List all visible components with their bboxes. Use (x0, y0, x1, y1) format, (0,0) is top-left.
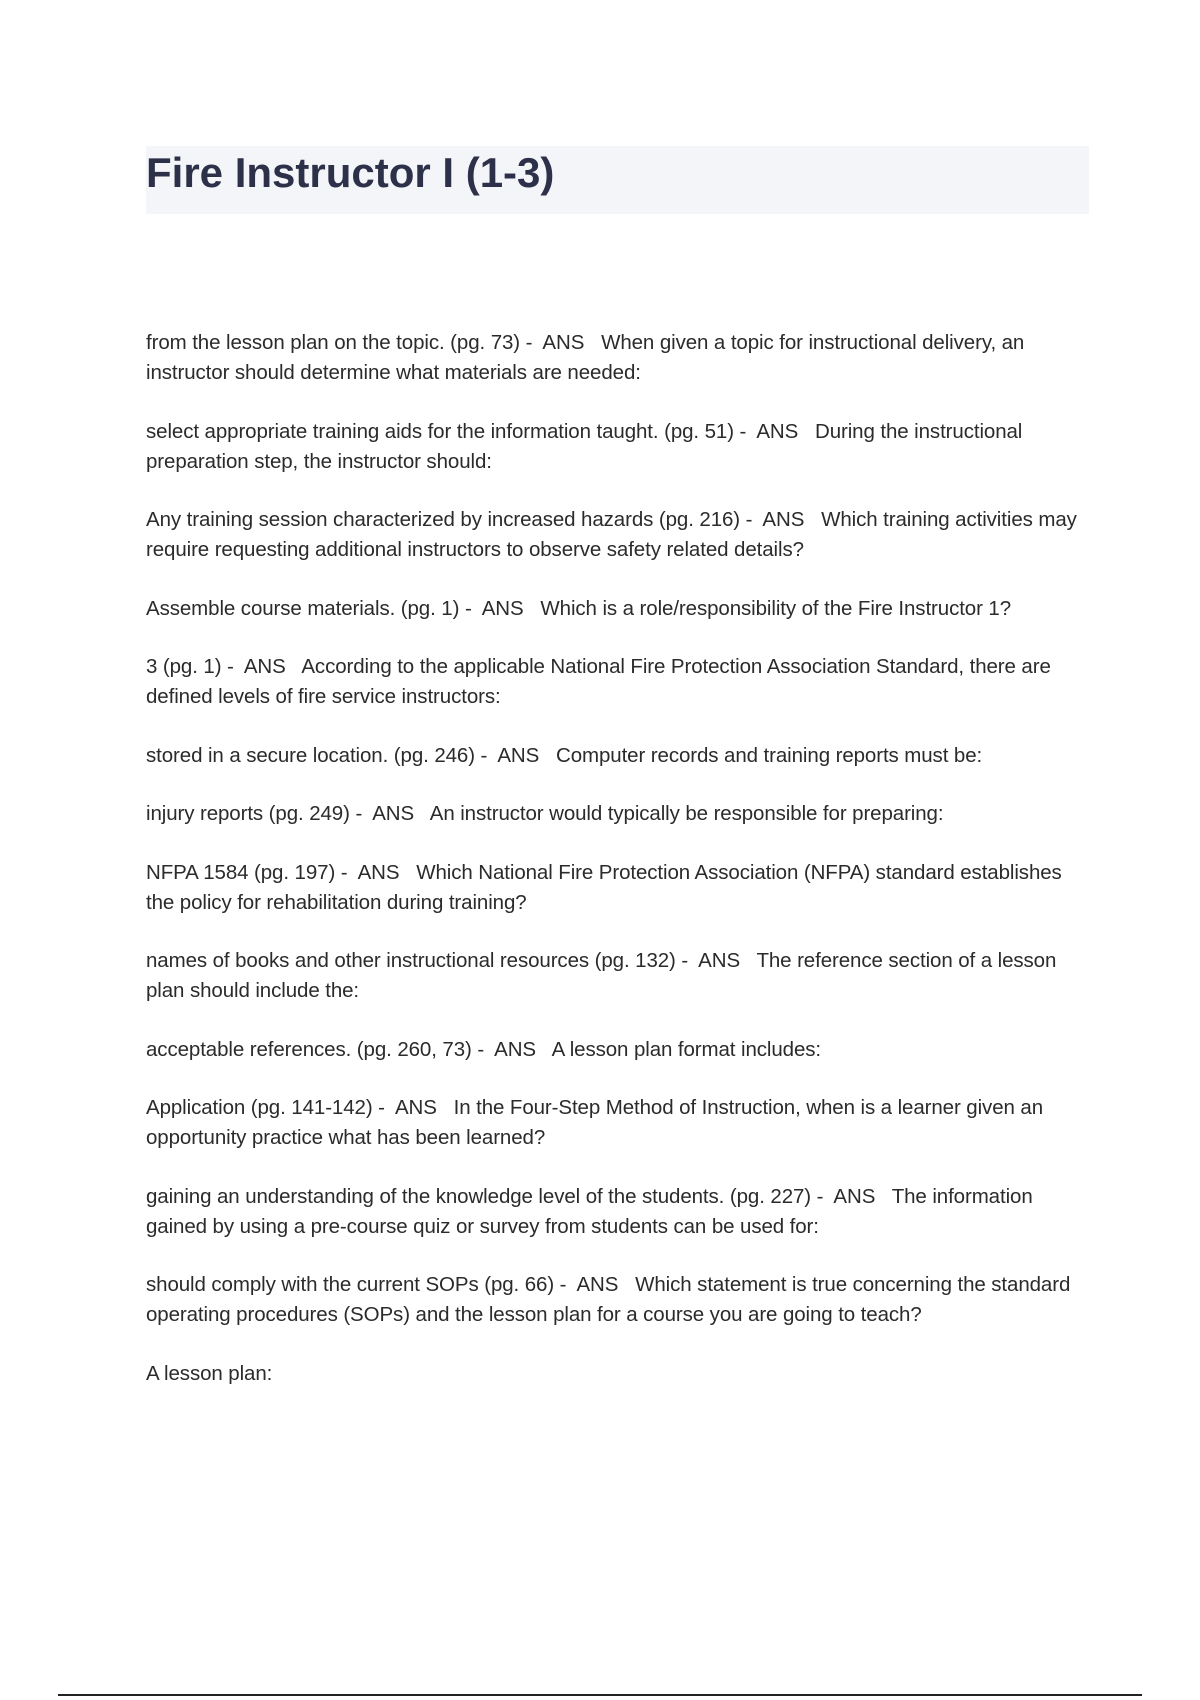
qa-answer: acceptable references. (pg. 260, 73) (146, 1037, 472, 1061)
qa-question: A lesson plan format includes: (551, 1037, 822, 1061)
qa-item (146, 1182, 1091, 1242)
qa-separator: - ANS (459, 596, 524, 620)
qa-answer: injury reports (pg. 249) (146, 802, 350, 825)
qa-separator: - ANS (520, 331, 585, 354)
qa-item (146, 652, 1091, 712)
qa-answer: Any training session characterized by increased hazards (pg. 216) (146, 508, 741, 531)
qa-question: When given a topic for instructional delivery, an instructor should determine what materials are needed: (146, 331, 1025, 384)
qa-separator: - ANS (221, 655, 286, 678)
qa-item (146, 1035, 1091, 1065)
qa-item (146, 741, 1091, 771)
qa-answer: Application (pg. 141-142) (146, 1096, 373, 1119)
qa-answer: from the lesson plan on the topic. (pg. 73) (146, 331, 521, 354)
qa-question: An instructor would typically be responsible for preparing: (429, 802, 944, 825)
qa-separator: - ANS (474, 743, 540, 767)
qa-separator: - ANS (733, 419, 799, 443)
qa-list (146, 328, 1091, 1417)
qa-separator: - ANS (811, 1184, 876, 1208)
qa-answer: names of books and other instructional resources (pg. 132) (146, 949, 676, 972)
qa-question: Computer records and training reports must be: (556, 743, 983, 767)
qa-item (146, 417, 1091, 477)
qa-separator: - ANS (554, 1273, 619, 1296)
qa-question: According to the applicable National Fire Protection Association Standard, there are defined levels of fire service instructors: (146, 655, 1051, 708)
qa-separator: - ANS (675, 949, 741, 972)
qa-item (146, 858, 1091, 918)
qa-answer: 3 (pg. 1) (146, 655, 222, 678)
qa-item (146, 594, 1091, 624)
qa-trailing-text: A lesson plan: (146, 1361, 273, 1385)
qa-question: Which National Fire Protection Association (NFPA) standard establishes the policy for rehabilitation during training? (146, 860, 1062, 914)
qa-answer: Assemble course materials. (pg. 1) (146, 596, 460, 620)
qa-question: Which training activities may require requesting additional instructors to observe safety related details? (146, 508, 1077, 561)
qa-question: Which is a role/responsibility of the Fire Instructor 1? (540, 596, 1012, 620)
qa-item (146, 328, 1091, 388)
qa-question: In the Four-Step Method of Instruction, when is a learner given an opportunity practice what has been learned? (146, 1096, 1043, 1149)
qa-separator: - ANS (349, 802, 415, 825)
qa-separator: - ANS (372, 1096, 437, 1119)
qa-item (146, 799, 1091, 829)
qa-question: During the instructional preparation step, the instructor should: (146, 419, 1023, 473)
qa-question: Which statement is true concerning the standard operating procedures (SOPs) and the lesson plan for a course you are going to teach? (146, 1273, 1071, 1326)
qa-separator: - ANS (740, 508, 805, 531)
qa-answer: should comply with the current SOPs (pg. 66) (146, 1273, 555, 1296)
qa-answer: gaining an understanding of the knowledge level of the students. (pg. 227) (146, 1184, 812, 1208)
qa-item (146, 1270, 1091, 1330)
qa-answer: select appropriate training aids for the information taught. (pg. 51) (146, 419, 734, 443)
qa-answer: stored in a secure location. (pg. 246) (146, 743, 475, 767)
qa-item (146, 1093, 1091, 1153)
qa-item (146, 505, 1091, 565)
title-banner (146, 146, 1089, 214)
page-title: Fire Instructor I (1-3) (146, 149, 555, 196)
qa-question: The information gained by using a pre-course quiz or survey from students can be used for: (146, 1184, 1033, 1238)
qa-separator: - ANS (335, 860, 400, 884)
qa-question: The reference section of a lesson plan should include the: (146, 949, 1057, 1002)
footer-divider (58, 1694, 1142, 1696)
qa-answer: NFPA 1584 (pg. 197) (146, 860, 336, 884)
qa-separator: - ANS (471, 1037, 536, 1061)
qa-item (146, 946, 1091, 1006)
